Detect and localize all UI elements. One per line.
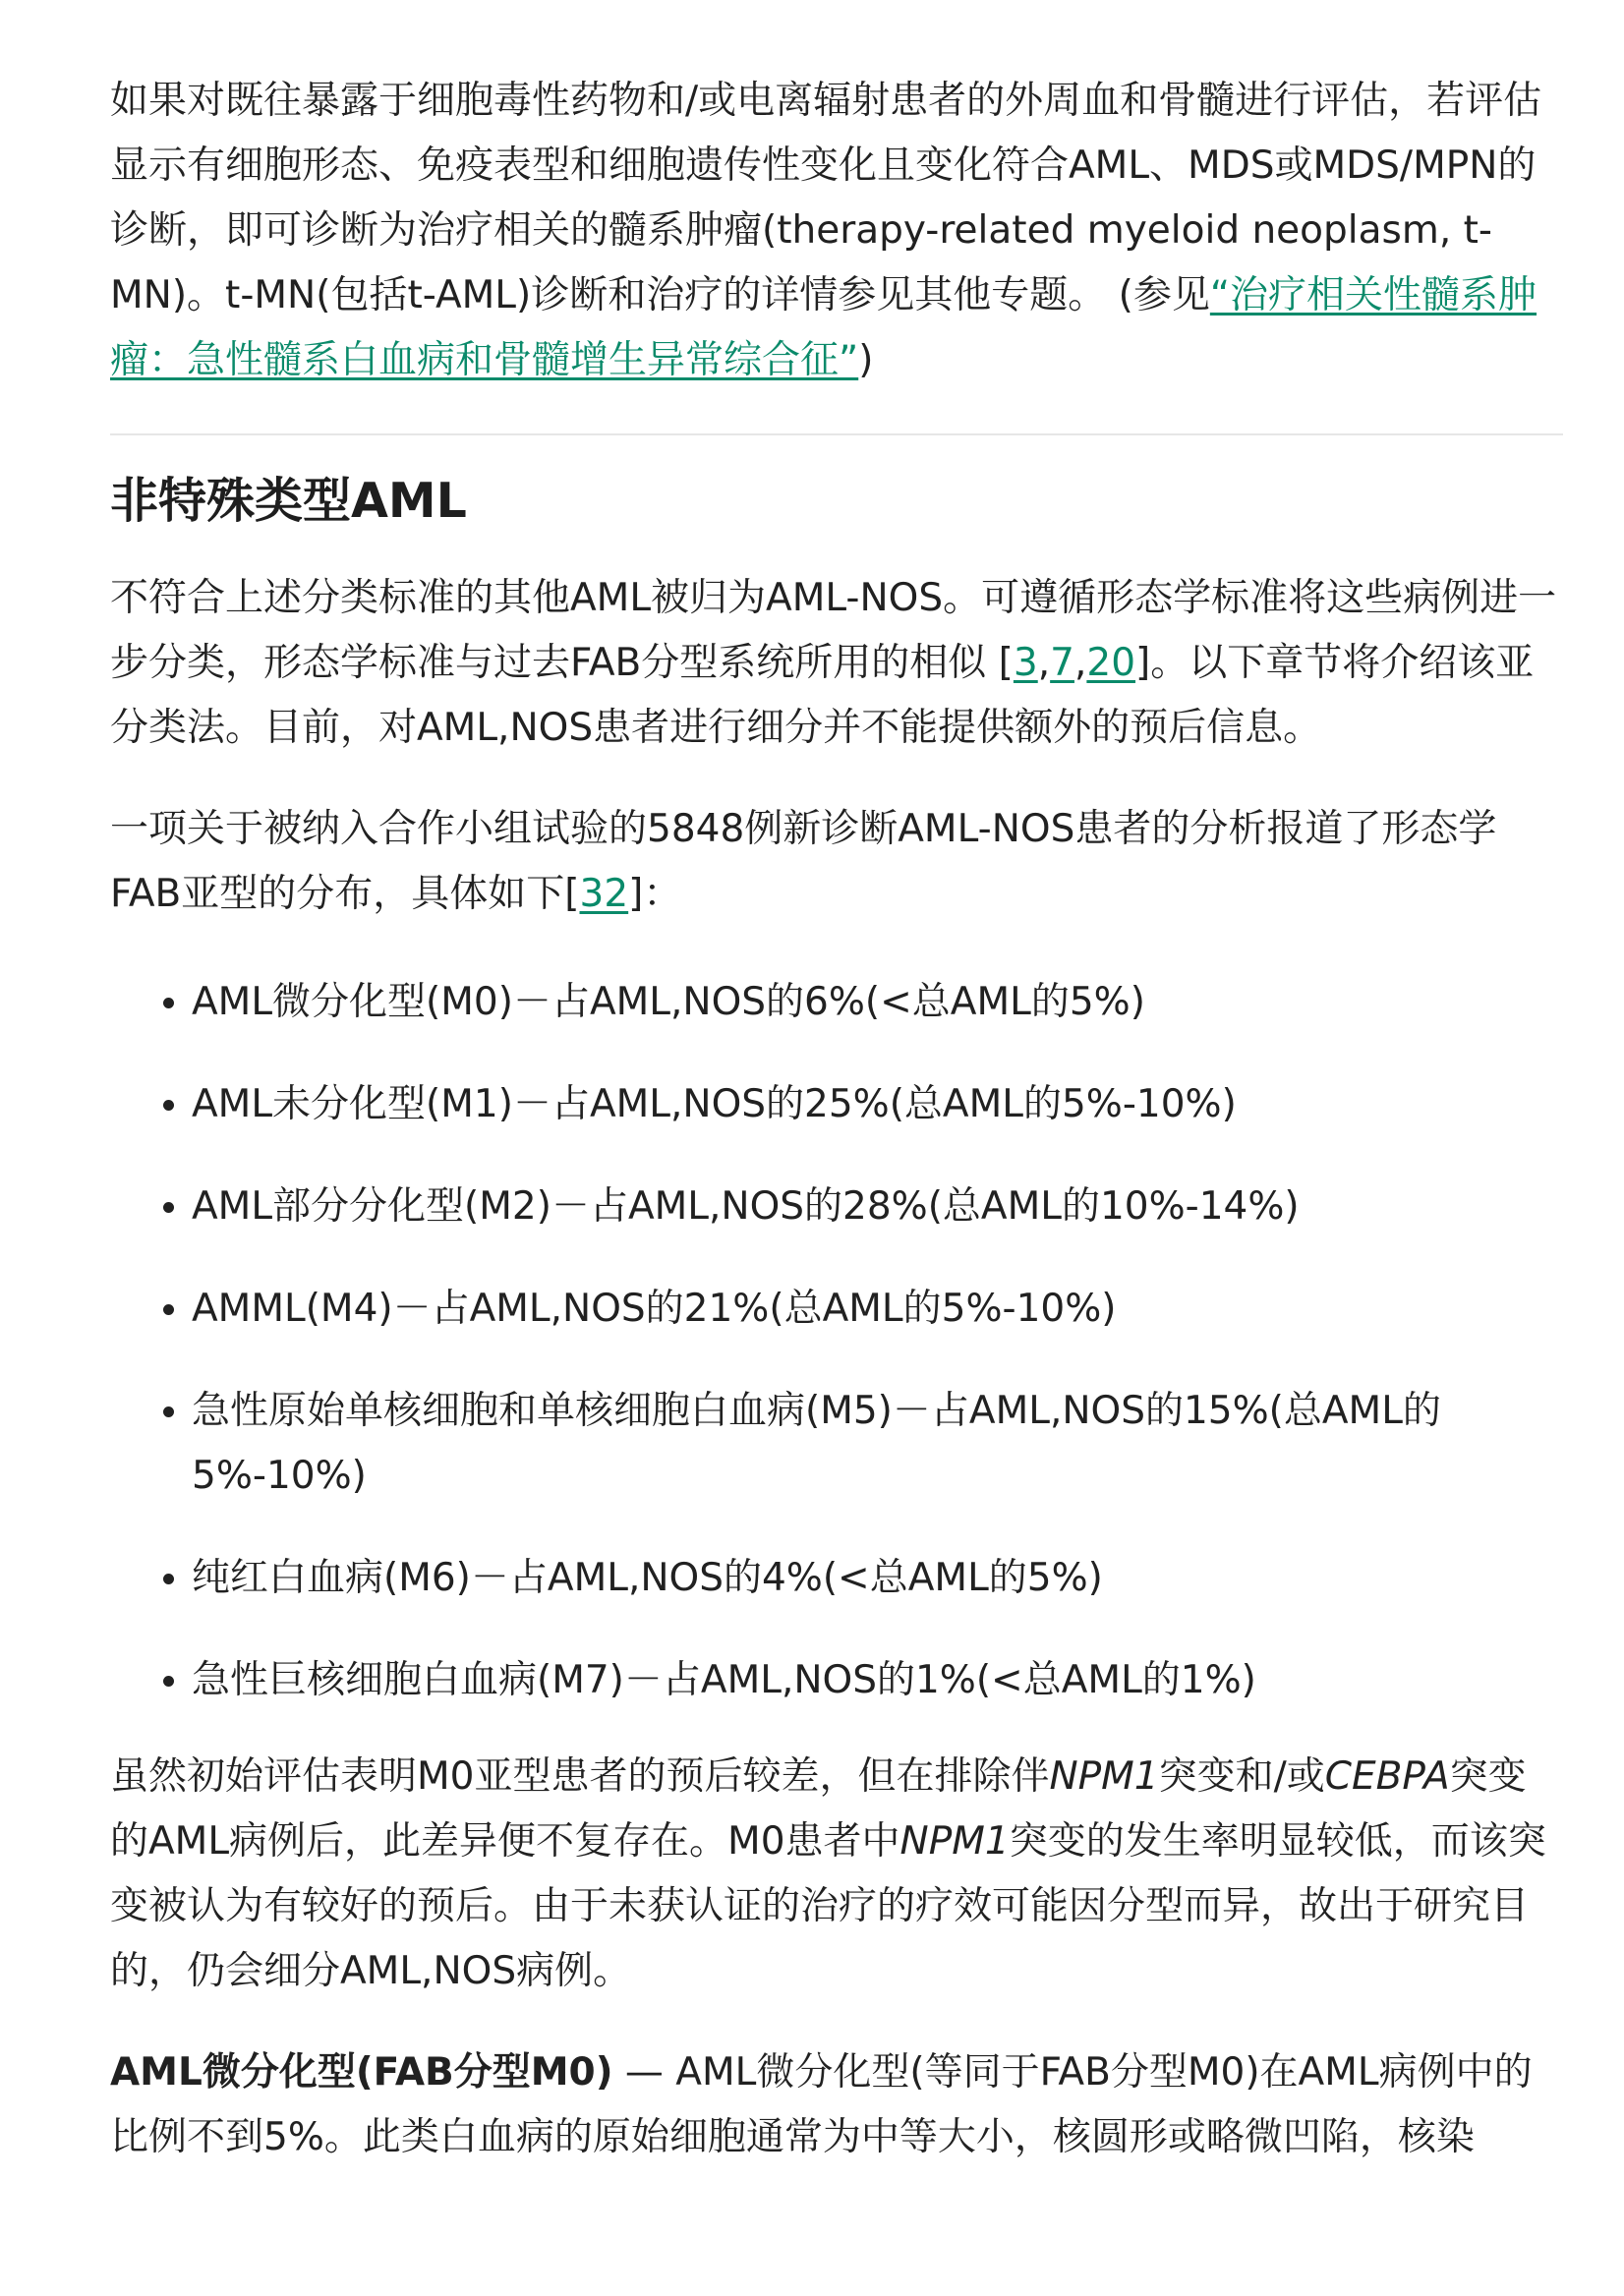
bullet-icon [163, 1100, 174, 1111]
intro-paragraph [110, 69, 1563, 393]
section-title: 非特殊类型AML [110, 473, 467, 529]
bullet-icon [163, 1574, 174, 1584]
list-item-text: AML部分分化型(M2)－占AML,NOS的28%(总AML的10%-14%) [192, 1184, 1300, 1229]
list-item-text: 急性巨核细胞白血病(M7)－占AML,NOS的1%(<总AML的1%) [192, 1658, 1256, 1702]
bullet-icon [163, 1676, 174, 1687]
paragraph-text-end: ]： [628, 872, 682, 916]
bullet-icon [163, 998, 174, 1008]
paragraph-text: 突变和/或 [1158, 1754, 1325, 1799]
bullet-icon [163, 1406, 174, 1417]
reference-link-7[interactable]: 7 [1050, 641, 1074, 685]
paragraph-text: 突变的AML病例后，此差异便不复存在。M0患者中 [110, 1754, 1527, 1864]
list-item [110, 1277, 1563, 1342]
list-item-text: 纯红白血病(M6)－占AML,NOS的4%(<总AML的5%) [192, 1556, 1103, 1600]
bullet-icon [163, 1304, 174, 1315]
paragraph-fab-distribution [110, 797, 1563, 927]
gene-name-cebpa: CEBPA [1324, 1754, 1450, 1799]
reference-link-32[interactable]: 32 [579, 872, 629, 916]
list-item [110, 1546, 1563, 1611]
list-item-text: AML微分化型(M0)－占AML,NOS的6%(<总AML的5%) [192, 980, 1145, 1024]
list-item-text: 急性原始单核细胞和单核细胞白血病(M5)－占AML,NOS的15%(总AML的5%-10%) [192, 1389, 1441, 1498]
list-item [110, 1175, 1563, 1239]
paragraph-text: 不符合上述分类标准的其他AML被归为AML-NOS。可遵循形态学标准将这些病例进一步分类，形态学标准与过去FAB分型系统所用的相似 [ [110, 576, 1557, 685]
paragraph-text: 突变的发生率明显较低，而该突变被认为有较好的预后。由于未获认证的治疗的疗效可能因分型而异，故出于研究目的，仍会细分AML,NOS病例。 [110, 1819, 1546, 1993]
list-item [110, 1648, 1563, 1713]
gene-name-npm1: NPM1 [1049, 1754, 1159, 1799]
intro-text: 如果对既往暴露于细胞毒性药物和/或电离辐射患者的外周血和骨髓进行评估，若评估显示有细胞形态、免疫表型和细胞遗传性变化且变化符合AML、MDS或MDS/MPN的诊断，即可诊断为治疗相关的髓系肿瘤(therapy-related myeloid neoplasm, t-MN)。t-MN(包括t-AML)诊断和治疗的详情参见其他专题。 (参见 [110, 79, 1542, 317]
reference-link-20[interactable]: 20 [1086, 641, 1136, 685]
list-item-text: AML未分化型(M1)－占AML,NOS的25%(总AML的5%-10%) [192, 1082, 1237, 1126]
section-divider [110, 433, 1563, 435]
t-mn-topic-link[interactable]: “治疗相关性髓系肿瘤：急性髓系白血病和骨髓增生异常综合征” [110, 273, 1537, 382]
list-item-text: AMML(M4)－占AML,NOS的21%(总AML的5%-10%) [192, 1287, 1117, 1331]
paragraph-text: 一项关于被纳入合作小组试验的5848例新诊断AML-NOS患者的分析报道了形态学FAB亚型的分布，具体如下[ [110, 807, 1497, 916]
list-item [110, 1072, 1563, 1137]
subsection-lead: AML微分化型(FAB分型M0) [110, 2050, 613, 2095]
list-item [110, 1379, 1563, 1509]
paragraph-text: — AML微分化型(等同于FAB分型M0)在AML病例中的比例不到5%。此类白血病的原始细胞通常为中等大小，核圆形或略微凹陷，核染 [110, 2050, 1533, 2159]
paragraph-aml-nos-classification: 不符合上述分类标准的其他AML被归为AML-NOS。可遵循形态学标准将这些病例进一步分类，形态学标准与过去FAB分型系统所用的相似 [3,7,20]。以下章节将介绍该亚分类法。目前，对AML,NOS患者进行细分并不能提供额外的预后信息。 [110, 576, 1557, 750]
paragraph-m0-prognosis [110, 1745, 1563, 2004]
intro-text-end: ) [858, 338, 874, 382]
bullet-icon [163, 1202, 174, 1213]
paragraph-text: 虽然初始评估表明M0亚型患者的预后较差，但在排除伴 [110, 1754, 1050, 1799]
paragraph-text-end: ]。以下章节将介绍该亚分类法。目前，对AML,NOS患者进行细分并不能提供额外的预后信息。 [110, 641, 1535, 750]
gene-name-npm1: NPM1 [899, 1819, 1010, 1864]
list-item [110, 970, 1563, 1035]
fab-subtype-list [110, 970, 1563, 1713]
paragraph-aml-m0 [110, 2040, 1563, 2170]
reference-link-3[interactable]: 3 [1013, 641, 1038, 685]
